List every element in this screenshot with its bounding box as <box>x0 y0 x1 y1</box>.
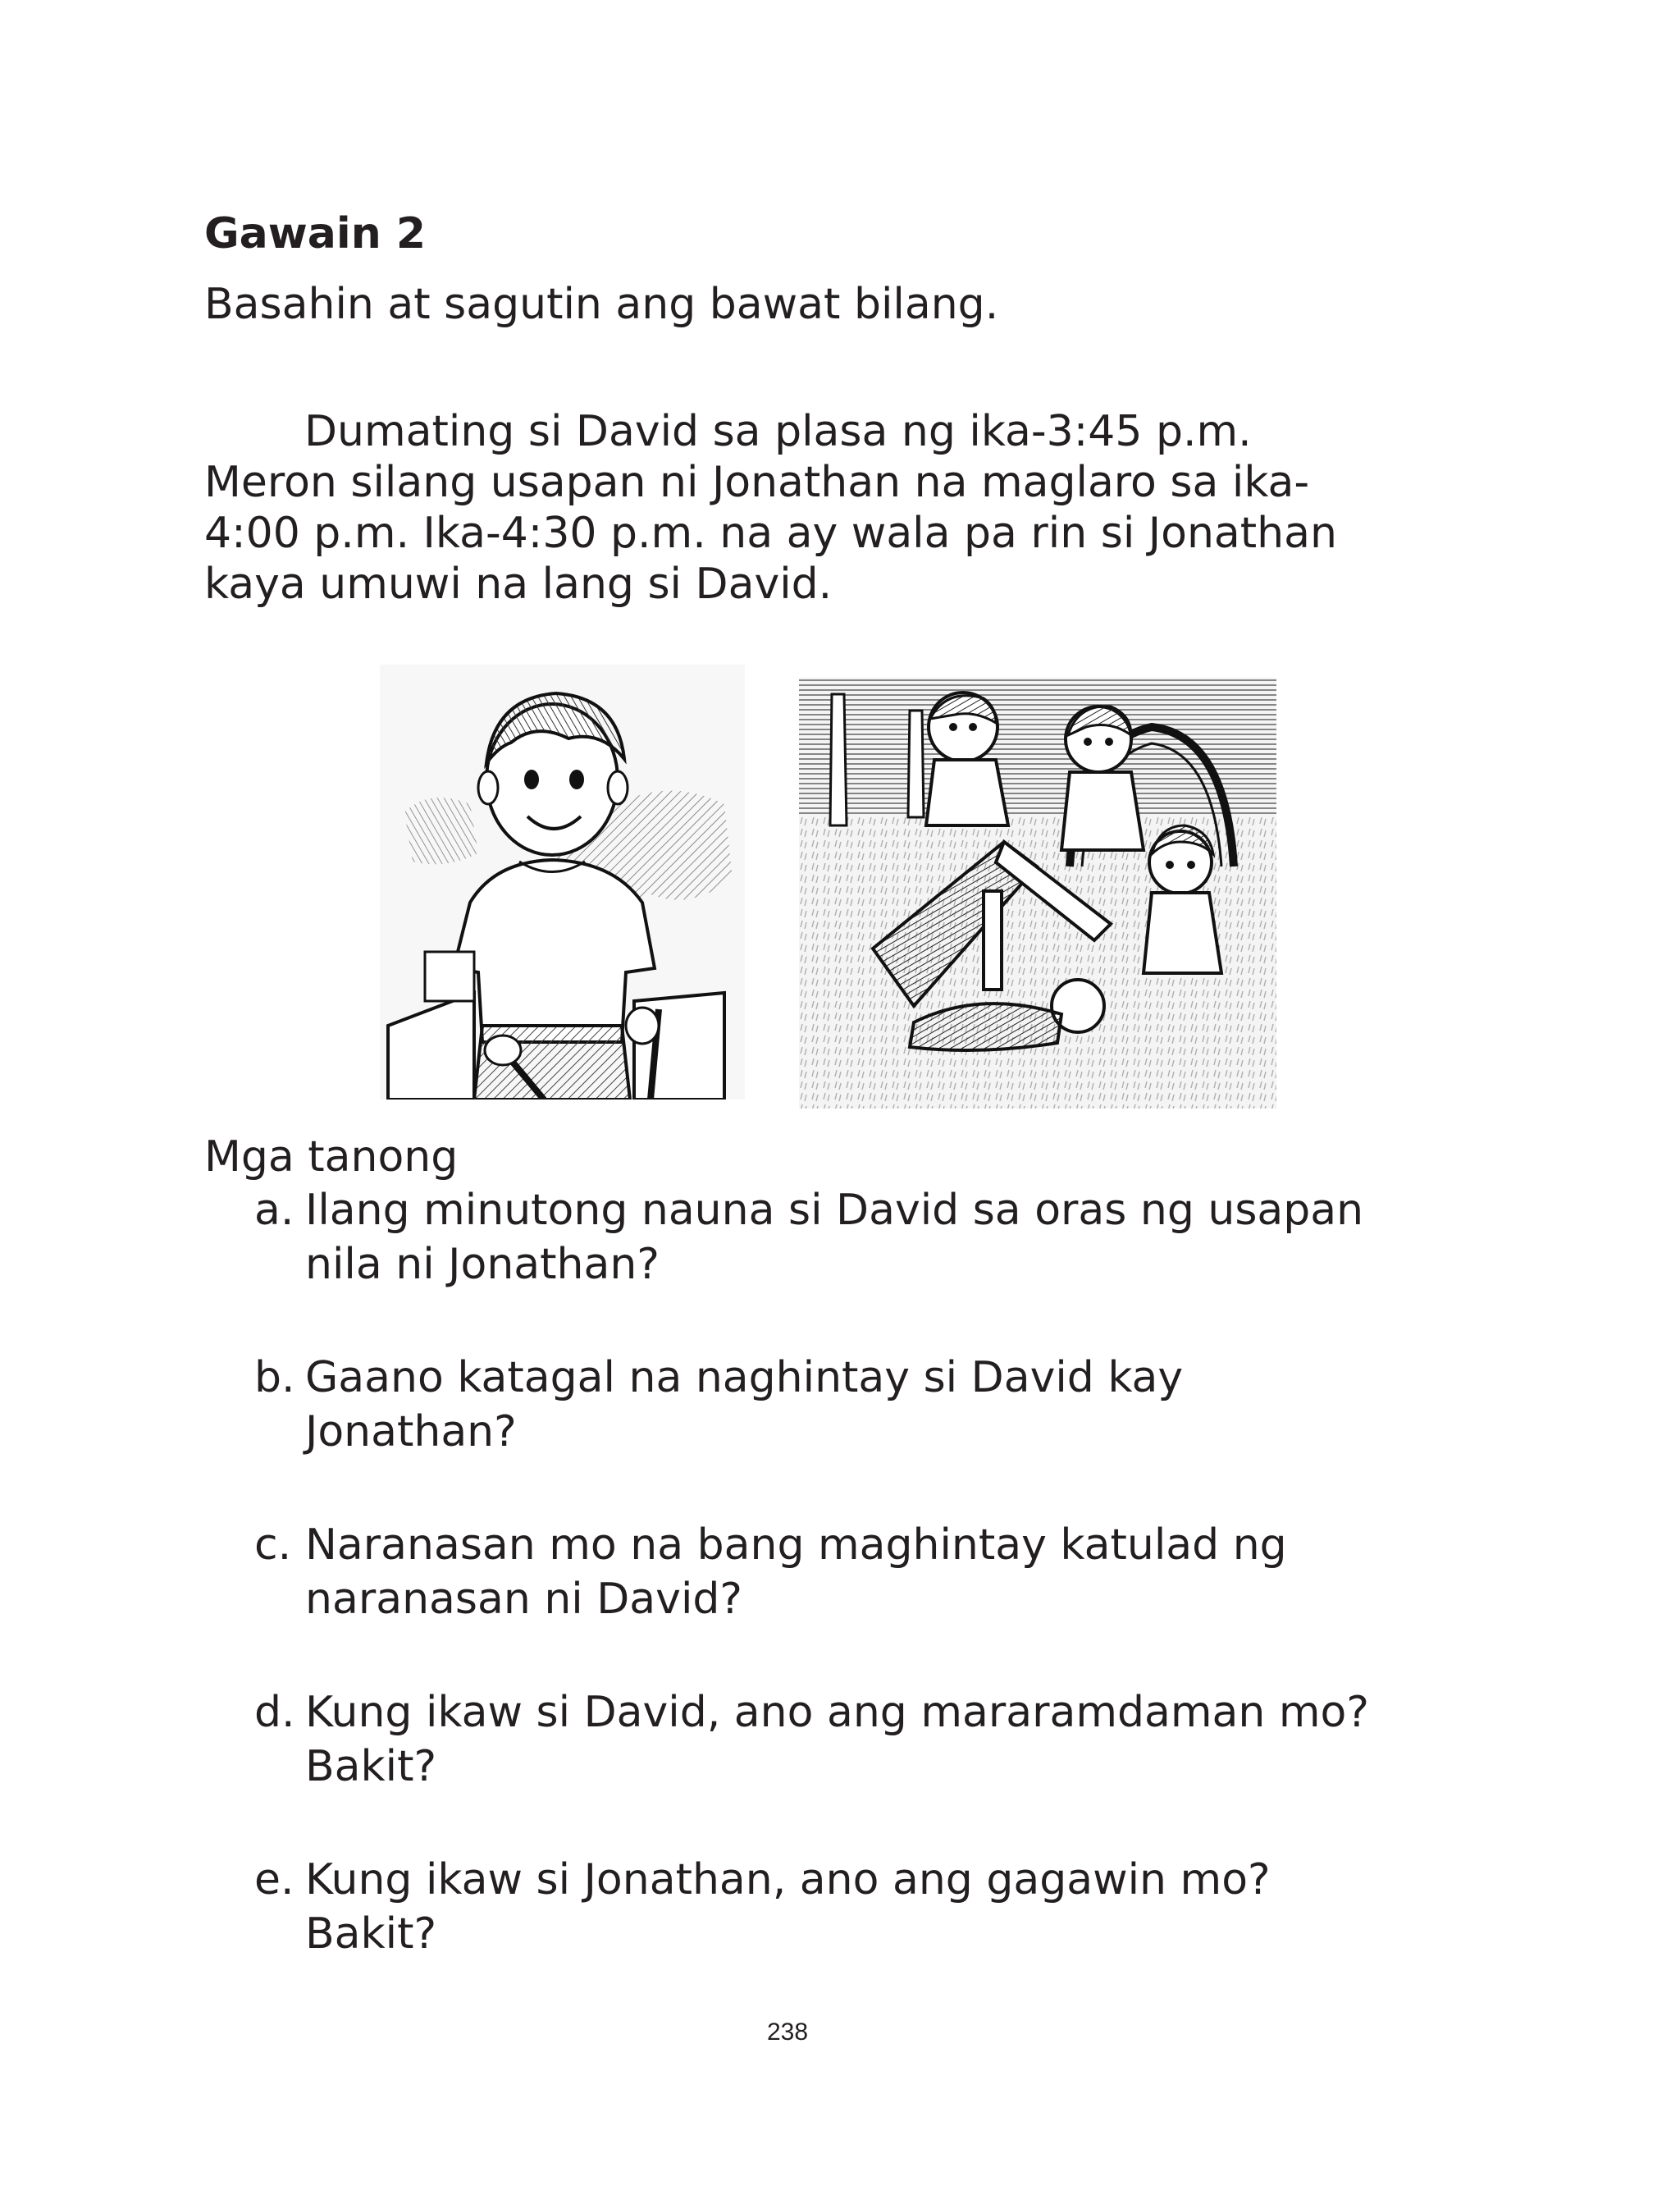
passage-line: 4:00 p.m. Ika-4:30 p.m. na ay wala pa rin si Jonathan <box>204 509 1337 558</box>
question-text: Kung ikaw si David, ano ang mararamdaman mo? Bakit? <box>305 1688 1369 1791</box>
question-text: Kung ikaw si Jonathan, ano ang gagawin mo? Bakit? <box>305 1855 1271 1959</box>
boy-drawing <box>380 665 745 1100</box>
playground-drawing <box>799 678 1276 1109</box>
question-letter: d. <box>254 1688 295 1737</box>
question-letter: c. <box>254 1520 292 1570</box>
playground-illustration <box>799 678 1276 1109</box>
question-item <box>254 1853 1403 1961</box>
activity-heading: Gawain 2 <box>204 209 427 258</box>
passage-line: kaya umuwi na lang si David. <box>204 560 833 609</box>
question-letter: a. <box>254 1186 294 1235</box>
question-item <box>254 1183 1403 1292</box>
question-text: Gaano katagal na naghintay si David kay Jonathan? <box>305 1353 1184 1456</box>
question-letter: e. <box>254 1855 294 1904</box>
question-text: Ilang minutong nauna si David sa oras ng usapan nila ni Jonathan? <box>305 1186 1364 1289</box>
instruction-text: Basahin at sagutin ang bawat bilang. <box>204 280 999 329</box>
boy-illustration <box>380 665 745 1100</box>
question-item <box>254 1518 1403 1626</box>
question-item <box>254 1685 1403 1794</box>
page-number: 238 <box>766 2019 809 2046</box>
reading-passage <box>204 406 1418 610</box>
question-text: Naranasan mo na bang maghintay katulad ng naranasan ni David? <box>305 1520 1287 1624</box>
question-letter: b. <box>254 1353 295 1402</box>
passage-line: Dumating si David sa plasa ng ika-3:45 p.m. <box>304 407 1252 456</box>
questions-title: Mga tanong <box>204 1132 459 1182</box>
question-item <box>254 1351 1403 1459</box>
passage-line: Meron silang usapan ni Jonathan na maglaro sa ika- <box>204 458 1310 507</box>
